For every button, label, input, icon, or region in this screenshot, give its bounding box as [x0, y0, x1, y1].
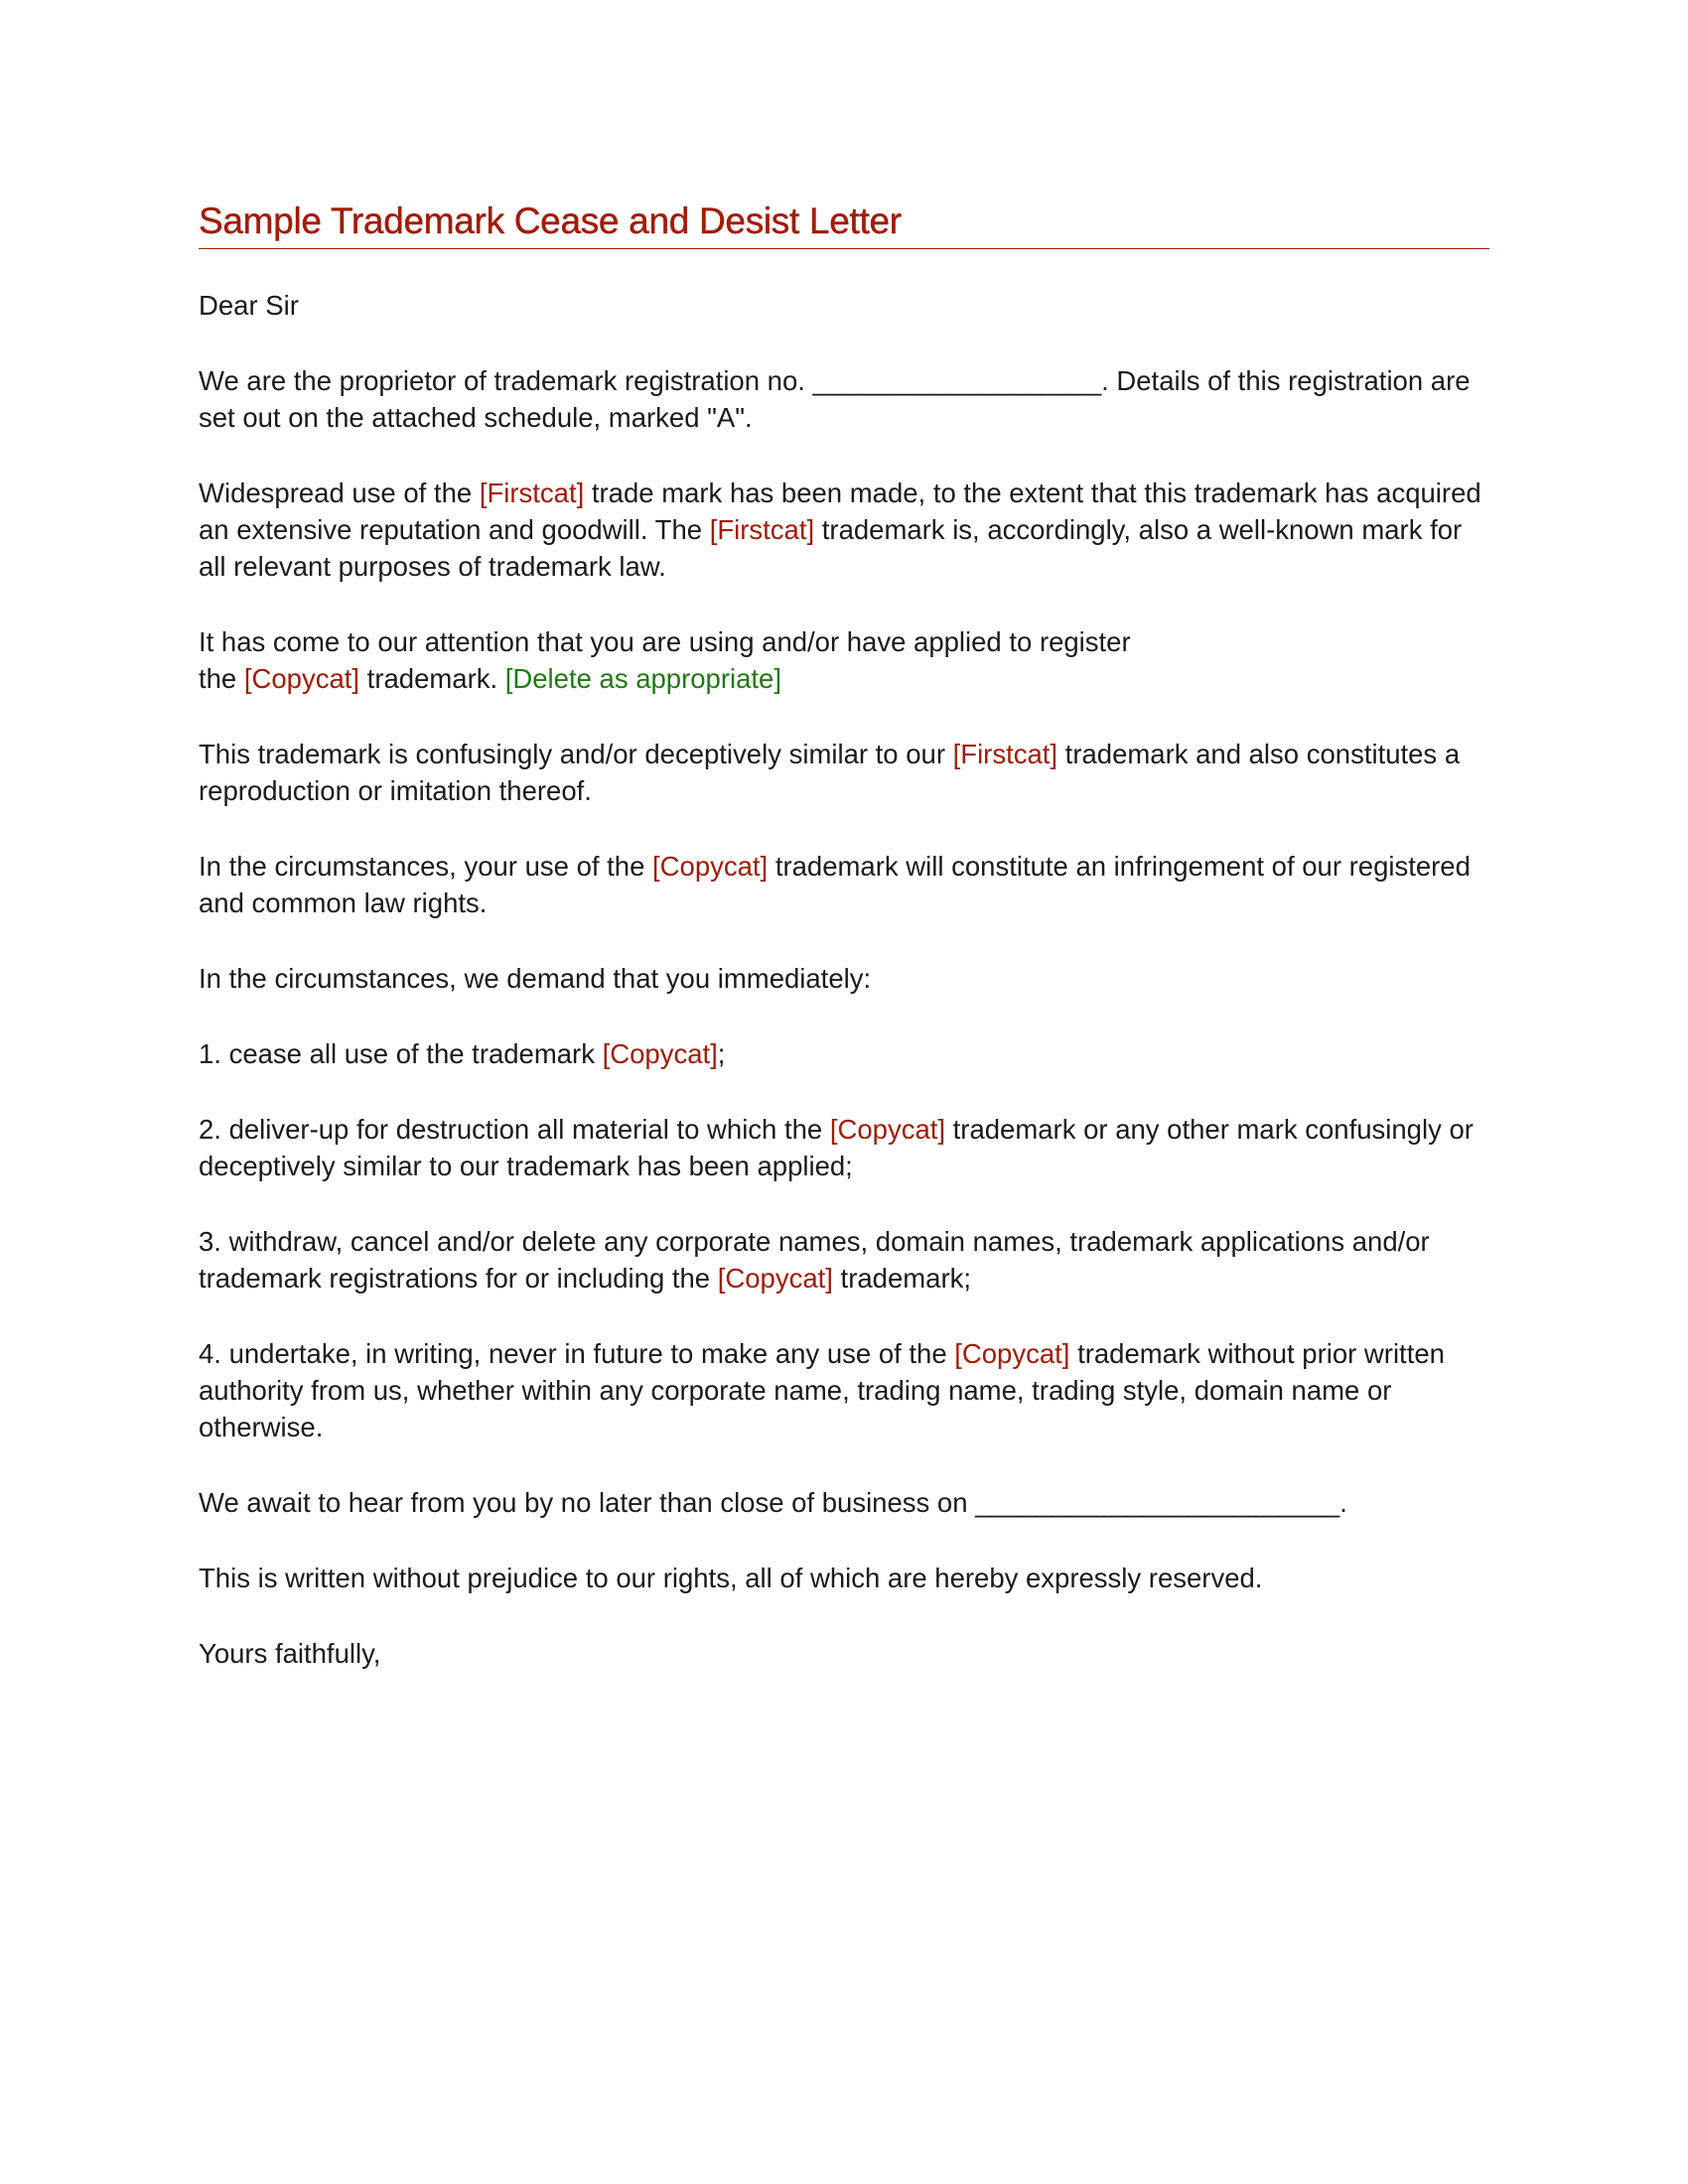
placeholder-firstcat: [Firstcat]	[952, 739, 1058, 770]
letter-page	[199, 199, 1489, 1672]
paragraph-text: It has come to our attention that you are using and/or have applied to register	[199, 626, 1131, 658]
paragraph-text: We await to hear from you by no later than close of business on ________________________.	[199, 1487, 1347, 1519]
item-text: trademark;	[832, 1263, 971, 1295]
paragraph-similarity	[199, 736, 1489, 809]
paragraph-text: trademark.	[359, 663, 505, 695]
editor-note: [Delete as appropriate]	[504, 663, 781, 695]
item-text: 4. undertake, in writing, never in future to make any use of the	[199, 1338, 955, 1370]
demand-item-3	[199, 1223, 1489, 1297]
placeholder-copycat: [Copycat]	[652, 851, 769, 883]
paragraph-registration	[199, 362, 1489, 436]
paragraph-infringement	[199, 848, 1489, 921]
placeholder-copycat: [Copycat]	[717, 1263, 833, 1295]
item-text: trademark without prior written authority from us, whether within any corporate name, trading name, trading style, domain name or otherwise.	[199, 1338, 1445, 1443]
paragraph-text: Widespread use of the	[199, 478, 480, 509]
paragraph-text: trademark is, accordingly, also a well-known mark for all relevant purposes of trademark law.	[199, 514, 1463, 583]
demand-item-4	[199, 1335, 1489, 1445]
item-text: trademark or any other mark confusingly or deceptively similar to our trademark has been applied;	[199, 1114, 1474, 1182]
item-text: 3. withdraw, cancel and/or delete any corporate names, domain names, trademark applications and/or trademark registrations for or including the	[199, 1226, 1430, 1295]
document-title: Sample Trademark Cease and Desist Letter	[199, 199, 1489, 249]
salutation: Dear Sir	[199, 290, 299, 322]
paragraph-text: the	[199, 663, 244, 695]
paragraph-without-prejudice	[199, 1560, 1489, 1596]
paragraph-deadline	[199, 1484, 1489, 1521]
paragraph-reputation	[199, 475, 1489, 585]
placeholder-copycat: [Copycat]	[829, 1114, 946, 1146]
paragraph-text: trademark will constitute an infringement of our registered and common law rights.	[199, 851, 1471, 919]
paragraph-text: trade mark has been made, to the extent that this trademark has acquired an extensive reputation and goodwill. The	[199, 478, 1481, 546]
paragraph-text: In the circumstances, we demand that you immediately:	[199, 963, 872, 995]
paragraph-text: This is written without prejudice to our rights, all of which are hereby expressly reserved.	[199, 1563, 1263, 1594]
item-text: ;	[717, 1038, 726, 1070]
item-text: 2. deliver-up for destruction all material to which the	[199, 1114, 830, 1146]
placeholder-copycat: [Copycat]	[954, 1338, 1070, 1370]
placeholder-firstcat: [Firstcat]	[709, 514, 815, 546]
placeholder-copycat: [Copycat]	[602, 1038, 718, 1070]
closing: Yours faithfully,	[199, 1638, 381, 1670]
paragraph-attention	[199, 623, 1489, 697]
item-text: 1. cease all use of the trademark	[199, 1038, 603, 1070]
paragraph-text: This trademark is confusingly and/or deceptively similar to our	[199, 739, 953, 770]
paragraph-demand	[199, 960, 1489, 997]
demand-item-1	[199, 1035, 1489, 1072]
paragraph-text: trademark and also constitutes a reproduction or imitation thereof.	[199, 739, 1461, 807]
paragraph-text: We are the proprietor of trademark registration no. ___________________. Details of this registration are set out on the attached schedule, marked "A".	[199, 365, 1471, 434]
paragraph-text: In the circumstances, your use of the	[199, 851, 653, 883]
placeholder-copycat: [Copycat]	[243, 663, 360, 695]
placeholder-firstcat: [Firstcat]	[479, 478, 585, 509]
demand-item-2	[199, 1111, 1489, 1184]
letter-body	[199, 287, 1489, 1672]
